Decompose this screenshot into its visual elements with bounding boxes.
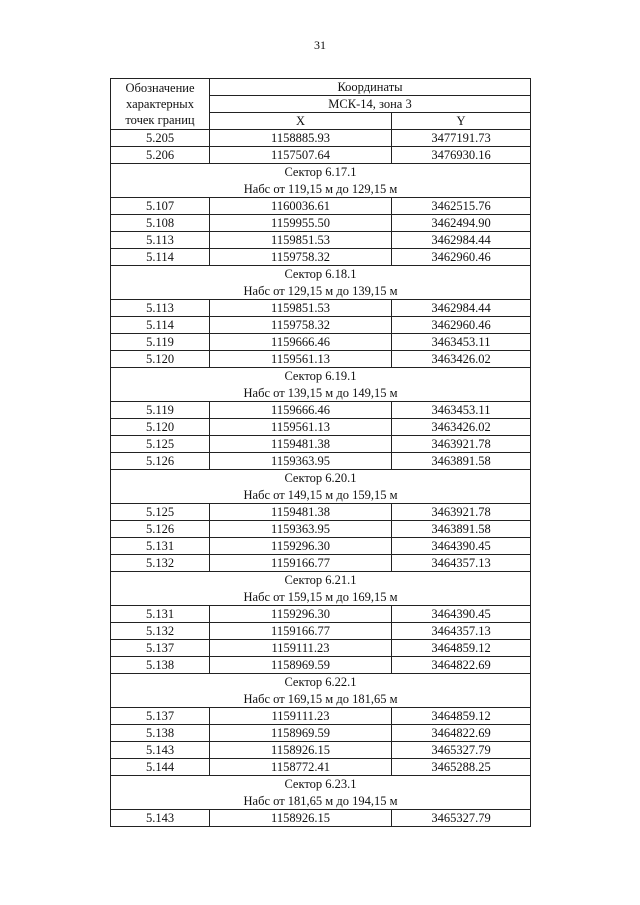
- table-row: [111, 436, 531, 453]
- point-id-cell: 5.143: [111, 810, 210, 827]
- sector-row: [111, 368, 531, 402]
- x-coordinate-cell: 1160036.61: [210, 198, 392, 215]
- table-row: [111, 623, 531, 640]
- y-coordinate-cell: 3462984.44: [392, 232, 531, 249]
- x-coordinate-cell: 1159481.38: [210, 504, 392, 521]
- page-number: 31: [314, 38, 326, 52]
- x-coordinate-cell: 1159296.30: [210, 606, 392, 623]
- table-row: [111, 657, 531, 674]
- point-id-cell: 5.114: [111, 317, 210, 334]
- table-row: [111, 215, 531, 232]
- table-row: [111, 708, 531, 725]
- y-coordinate-cell: 3462494.90: [392, 215, 531, 232]
- x-coordinate-cell: 1158885.93: [210, 130, 392, 147]
- y-coordinate-cell: 3464859.12: [392, 640, 531, 657]
- table-row: [111, 742, 531, 759]
- y-coordinate-cell: 3464390.45: [392, 538, 531, 555]
- table-row: [111, 402, 531, 419]
- table-row: [111, 232, 531, 249]
- point-id-cell: 5.113: [111, 300, 210, 317]
- point-id-cell: 5.126: [111, 521, 210, 538]
- x-coordinate-cell: 1159561.13: [210, 351, 392, 368]
- table-body: [111, 130, 531, 827]
- x-coordinate-cell: 1159758.32: [210, 317, 392, 334]
- table-row: [111, 334, 531, 351]
- point-id-cell: 5.125: [111, 436, 210, 453]
- x-column-header: X: [210, 113, 392, 130]
- y-coordinate-cell: 3463891.58: [392, 521, 531, 538]
- point-id-cell: 5.119: [111, 334, 210, 351]
- y-coordinate-cell: 3463453.11: [392, 402, 531, 419]
- table-row: [111, 538, 531, 555]
- table-row: [111, 606, 531, 623]
- point-id-cell: 5.132: [111, 623, 210, 640]
- table-header: [111, 79, 531, 130]
- point-id-cell: 5.205: [111, 130, 210, 147]
- table-row: [111, 453, 531, 470]
- y-coordinate-cell: 3465288.25: [392, 759, 531, 776]
- point-id-cell: 5.138: [111, 725, 210, 742]
- y-coordinate-cell: 3464822.69: [392, 725, 531, 742]
- table-row: [111, 317, 531, 334]
- sector-row: [111, 776, 531, 810]
- sector-title: Сектор 6.22.1: [284, 675, 357, 689]
- table-row: [111, 725, 531, 742]
- table-row: [111, 198, 531, 215]
- point-id-cell: 5.137: [111, 640, 210, 657]
- y-coordinate-cell: 3462960.46: [392, 249, 531, 266]
- x-coordinate-cell: 1159666.46: [210, 334, 392, 351]
- sector-heading: [111, 164, 531, 198]
- point-id-cell: 5.120: [111, 351, 210, 368]
- y-coordinate-cell: 3465327.79: [392, 742, 531, 759]
- coordinate-system: МСК-14, зона 3: [210, 96, 531, 113]
- point-id-cell: 5.206: [111, 147, 210, 164]
- sector-title: Сектор 6.21.1: [284, 573, 357, 587]
- sector-title: Сектор 6.19.1: [284, 369, 357, 383]
- x-coordinate-cell: 1159363.95: [210, 453, 392, 470]
- x-coordinate-cell: 1158926.15: [210, 742, 392, 759]
- y-coordinate-cell: 3476930.16: [392, 147, 531, 164]
- x-coordinate-cell: 1157507.64: [210, 147, 392, 164]
- x-coordinate-cell: 1158772.41: [210, 759, 392, 776]
- point-id-cell: 5.143: [111, 742, 210, 759]
- point-id-cell: 5.131: [111, 538, 210, 555]
- x-coordinate-cell: 1158969.59: [210, 725, 392, 742]
- coordinates-table: [110, 78, 531, 827]
- y-coordinate-cell: 3477191.73: [392, 130, 531, 147]
- sector-height-range: Набс от 169,15 м до 181,65 м: [243, 691, 398, 706]
- header-line: Обозначение: [125, 81, 195, 95]
- point-id-cell: 5.113: [111, 232, 210, 249]
- x-coordinate-cell: 1159851.53: [210, 232, 392, 249]
- sector-row: [111, 572, 531, 606]
- sector-height-range: Набс от 149,15 м до 159,15 м: [243, 487, 398, 502]
- y-coordinate-cell: 3463426.02: [392, 419, 531, 436]
- point-id-cell: 5.131: [111, 606, 210, 623]
- y-coordinate-cell: 3464390.45: [392, 606, 531, 623]
- point-id-cell: 5.125: [111, 504, 210, 521]
- y-coordinate-cell: 3463453.11: [392, 334, 531, 351]
- y-coordinate-cell: 3462960.46: [392, 317, 531, 334]
- point-id-cell: 5.144: [111, 759, 210, 776]
- point-id-cell: 5.126: [111, 453, 210, 470]
- y-coordinate-cell: 3463426.02: [392, 351, 531, 368]
- table-row: [111, 419, 531, 436]
- table-row: [111, 249, 531, 266]
- sector-title: Сектор 6.20.1: [284, 471, 357, 485]
- sector-height-range: Набс от 181,65 м до 194,15 м: [243, 793, 398, 808]
- sector-heading: [111, 776, 531, 810]
- sector-heading: [111, 470, 531, 504]
- x-coordinate-cell: 1159851.53: [210, 300, 392, 317]
- sector-title: Сектор 6.17.1: [284, 165, 357, 179]
- sector-heading: [111, 572, 531, 606]
- x-coordinate-cell: 1159363.95: [210, 521, 392, 538]
- y-coordinate-cell: 3464357.13: [392, 623, 531, 640]
- point-designation-header: [111, 79, 210, 130]
- sector-row: [111, 266, 531, 300]
- y-coordinate-cell: 3464859.12: [392, 708, 531, 725]
- table-row: [111, 810, 531, 827]
- sector-row: [111, 164, 531, 198]
- y-coordinate-cell: 3463921.78: [392, 504, 531, 521]
- x-coordinate-cell: 1159666.46: [210, 402, 392, 419]
- x-coordinate-cell: 1158969.59: [210, 657, 392, 674]
- point-id-cell: 5.108: [111, 215, 210, 232]
- x-coordinate-cell: 1159111.23: [210, 640, 392, 657]
- table-row: [111, 130, 531, 147]
- table-row: [111, 351, 531, 368]
- point-id-cell: 5.107: [111, 198, 210, 215]
- point-id-cell: 5.114: [111, 249, 210, 266]
- x-coordinate-cell: 1159166.77: [210, 555, 392, 572]
- sector-heading: [111, 368, 531, 402]
- x-coordinate-cell: 1159166.77: [210, 623, 392, 640]
- sector-heading: [111, 674, 531, 708]
- y-coordinate-cell: 3464357.13: [392, 555, 531, 572]
- table-row: [111, 521, 531, 538]
- sector-height-range: Набс от 139,15 м до 149,15 м: [243, 385, 398, 400]
- y-coordinate-cell: 3465327.79: [392, 810, 531, 827]
- point-id-cell: 5.120: [111, 419, 210, 436]
- table-row: [111, 640, 531, 657]
- y-coordinate-cell: 3464822.69: [392, 657, 531, 674]
- point-id-cell: 5.137: [111, 708, 210, 725]
- sector-title: Сектор 6.18.1: [284, 267, 357, 281]
- y-coordinate-cell: 3462984.44: [392, 300, 531, 317]
- y-coordinate-cell: 3463891.58: [392, 453, 531, 470]
- sector-height-range: Набс от 129,15 м до 139,15 м: [243, 283, 398, 298]
- x-coordinate-cell: 1159955.50: [210, 215, 392, 232]
- table-row: [111, 555, 531, 572]
- table-row: [111, 147, 531, 164]
- table-row: [111, 300, 531, 317]
- point-id-cell: 5.119: [111, 402, 210, 419]
- sector-heading: [111, 266, 531, 300]
- sector-title: Сектор 6.23.1: [284, 777, 357, 791]
- x-coordinate-cell: 1159111.23: [210, 708, 392, 725]
- sector-row: [111, 470, 531, 504]
- header-line: точек границ: [125, 113, 195, 127]
- sector-row: [111, 674, 531, 708]
- point-id-cell: 5.132: [111, 555, 210, 572]
- y-column-header: Y: [392, 113, 531, 130]
- x-coordinate-cell: 1159758.32: [210, 249, 392, 266]
- coordinates-title: Координаты: [210, 79, 531, 96]
- header-line: характерных: [126, 97, 194, 111]
- point-id-cell: 5.138: [111, 657, 210, 674]
- y-coordinate-cell: 3462515.76: [392, 198, 531, 215]
- sector-height-range: Набс от 159,15 м до 169,15 м: [243, 589, 398, 604]
- table-row: [111, 759, 531, 776]
- x-coordinate-cell: 1159561.13: [210, 419, 392, 436]
- y-coordinate-cell: 3463921.78: [392, 436, 531, 453]
- sector-height-range: Набс от 119,15 м до 129,15 м: [243, 181, 398, 196]
- table-row: [111, 504, 531, 521]
- x-coordinate-cell: 1158926.15: [210, 810, 392, 827]
- x-coordinate-cell: 1159481.38: [210, 436, 392, 453]
- x-coordinate-cell: 1159296.30: [210, 538, 392, 555]
